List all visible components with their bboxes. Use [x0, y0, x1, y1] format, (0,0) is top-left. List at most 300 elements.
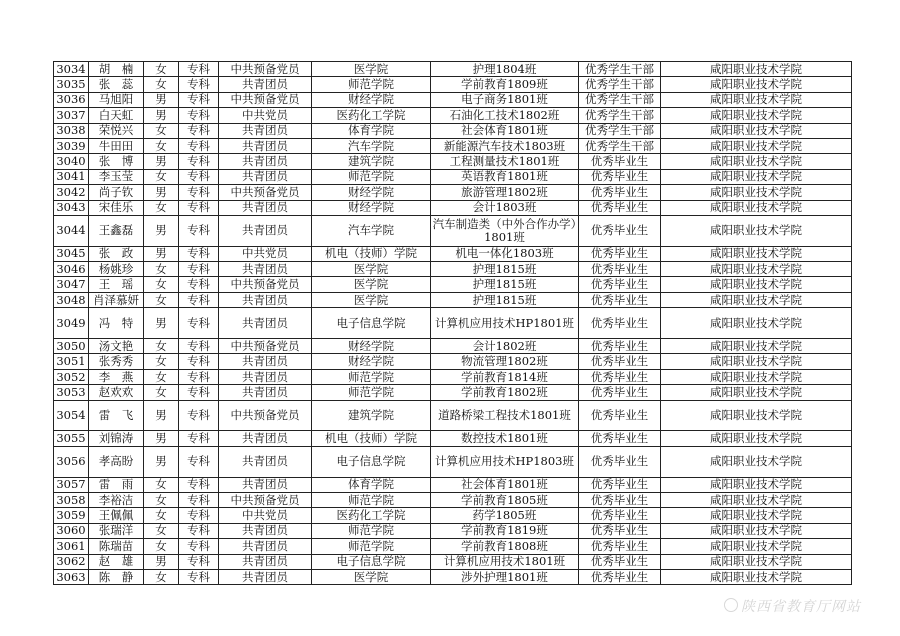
cell-number: 3051 [54, 354, 89, 369]
cell-award: 优秀毕业生 [579, 446, 661, 477]
cell-number: 3054 [54, 400, 89, 431]
cell-school: 咸阳职业技术学院 [661, 493, 852, 508]
cell-name: 汤文艳 [89, 339, 144, 354]
cell-gender: 女 [144, 277, 179, 292]
cell-class: 石油化工技术1802班 [431, 108, 579, 123]
cell-political-status: 中共预备党员 [219, 400, 312, 431]
cell-political-status: 中共预备党员 [219, 277, 312, 292]
cell-level: 专科 [179, 108, 219, 123]
cell-class: 护理1804班 [431, 62, 579, 77]
cell-level: 专科 [179, 431, 219, 446]
cell-name: 赵 雄 [89, 554, 144, 569]
cell-award: 优秀毕业生 [579, 339, 661, 354]
cell-college: 建筑学院 [312, 400, 431, 431]
table-row [54, 493, 852, 508]
cell-name: 肖泽慕妍 [89, 292, 144, 307]
cell-class: 会计1802班 [431, 339, 579, 354]
cell-gender: 男 [144, 108, 179, 123]
cell-name: 尚子钦 [89, 185, 144, 200]
cell-award: 优秀毕业生 [579, 539, 661, 554]
cell-school: 咸阳职业技术学院 [661, 138, 852, 153]
cell-number: 3034 [54, 62, 89, 77]
cell-award: 优秀毕业生 [579, 185, 661, 200]
watermark-text: 陕西省教育厅网站 [741, 599, 861, 615]
cell-political-status: 共青团员 [219, 308, 312, 339]
cell-gender: 女 [144, 539, 179, 554]
cell-award: 优秀学生干部 [579, 77, 661, 92]
cell-level: 专科 [179, 554, 219, 569]
cell-gender: 女 [144, 508, 179, 523]
cell-gender: 男 [144, 308, 179, 339]
table-row [54, 400, 852, 431]
honor-roster-table [53, 61, 852, 585]
cell-class: 学前教育1808班 [431, 539, 579, 554]
table-row [54, 123, 852, 138]
cell-class: 护理1815班 [431, 292, 579, 307]
cell-class: 护理1815班 [431, 262, 579, 277]
cell-class: 涉外护理1801班 [431, 569, 579, 584]
cell-political-status: 中共预备党员 [219, 493, 312, 508]
cell-name: 陈瑞苗 [89, 539, 144, 554]
cell-gender: 男 [144, 400, 179, 431]
cell-award: 优秀毕业生 [579, 554, 661, 569]
cell-award: 优秀毕业生 [579, 200, 661, 215]
cell-name: 胡 楠 [89, 62, 144, 77]
cell-school: 咸阳职业技术学院 [661, 308, 852, 339]
cell-award: 优秀毕业生 [579, 493, 661, 508]
cell-award: 优秀毕业生 [579, 385, 661, 400]
cell-level: 专科 [179, 262, 219, 277]
cell-gender: 男 [144, 431, 179, 446]
cell-number: 3040 [54, 154, 89, 169]
cell-political-status: 共青团员 [219, 446, 312, 477]
cell-college: 汽车学院 [312, 138, 431, 153]
cell-gender: 男 [144, 446, 179, 477]
cell-political-status: 共青团员 [219, 431, 312, 446]
cell-award: 优秀毕业生 [579, 246, 661, 261]
cell-number: 3049 [54, 308, 89, 339]
cell-level: 专科 [179, 154, 219, 169]
table-row [54, 508, 852, 523]
cell-political-status: 中共预备党员 [219, 185, 312, 200]
cell-level: 专科 [179, 123, 219, 138]
cell-name: 李玉莹 [89, 169, 144, 184]
cell-class: 数控技术1801班 [431, 431, 579, 446]
cell-gender: 女 [144, 292, 179, 307]
cell-level: 专科 [179, 246, 219, 261]
cell-class: 学前教育1805班 [431, 493, 579, 508]
cell-class: 新能源汽车技术1803班 [431, 138, 579, 153]
cell-school: 咸阳职业技术学院 [661, 523, 852, 538]
cell-level: 专科 [179, 400, 219, 431]
cell-school: 咸阳职业技术学院 [661, 539, 852, 554]
cell-level: 专科 [179, 539, 219, 554]
cell-school: 咸阳职业技术学院 [661, 569, 852, 584]
cell-college: 财经学院 [312, 339, 431, 354]
cell-number: 3056 [54, 446, 89, 477]
cell-award: 优秀毕业生 [579, 292, 661, 307]
cell-college: 财经学院 [312, 354, 431, 369]
cell-level: 专科 [179, 62, 219, 77]
table-row [54, 108, 852, 123]
cell-gender: 女 [144, 339, 179, 354]
table-row [54, 62, 852, 77]
table-row [54, 354, 852, 369]
cell-college: 师范学院 [312, 493, 431, 508]
cell-political-status: 中共党员 [219, 508, 312, 523]
cell-college: 机电（技师）学院 [312, 431, 431, 446]
cell-award: 优秀毕业生 [579, 569, 661, 584]
cell-award: 优秀学生干部 [579, 138, 661, 153]
table-row [54, 200, 852, 215]
cell-name: 赵欢欢 [89, 385, 144, 400]
cell-political-status: 中共预备党员 [219, 339, 312, 354]
cell-number: 3041 [54, 169, 89, 184]
cell-class: 电子商务1801班 [431, 92, 579, 107]
cell-award: 优秀毕业生 [579, 262, 661, 277]
cell-number: 3048 [54, 292, 89, 307]
table-row [54, 215, 852, 246]
cell-level: 专科 [179, 169, 219, 184]
cell-political-status: 中共党员 [219, 246, 312, 261]
cell-college: 师范学院 [312, 385, 431, 400]
table-row [54, 539, 852, 554]
cell-political-status: 共青团员 [219, 539, 312, 554]
cell-name: 宋佳乐 [89, 200, 144, 215]
cell-level: 专科 [179, 185, 219, 200]
cell-name: 冯 特 [89, 308, 144, 339]
cell-name: 刘锦涛 [89, 431, 144, 446]
cell-gender: 女 [144, 385, 179, 400]
cell-gender: 女 [144, 123, 179, 138]
table-row [54, 262, 852, 277]
cell-school: 咸阳职业技术学院 [661, 62, 852, 77]
cell-school: 咸阳职业技术学院 [661, 292, 852, 307]
table-row [54, 169, 852, 184]
cell-college: 电子信息学院 [312, 446, 431, 477]
cell-school: 咸阳职业技术学院 [661, 369, 852, 384]
table-row [54, 92, 852, 107]
cell-name: 李 燕 [89, 369, 144, 384]
cell-name: 孝高盼 [89, 446, 144, 477]
cell-class: 道路桥梁工程技术1801班 [431, 400, 579, 431]
cell-college: 医药化工学院 [312, 108, 431, 123]
cell-level: 专科 [179, 523, 219, 538]
cell-number: 3044 [54, 215, 89, 246]
cell-award: 优秀毕业生 [579, 477, 661, 492]
cell-award: 优秀毕业生 [579, 400, 661, 431]
cell-number: 3038 [54, 123, 89, 138]
cell-level: 专科 [179, 493, 219, 508]
cell-gender: 女 [144, 369, 179, 384]
cell-gender: 女 [144, 477, 179, 492]
cell-name: 牛田田 [89, 138, 144, 153]
table-row [54, 523, 852, 538]
cell-political-status: 共青团员 [219, 369, 312, 384]
cell-class: 旅游管理1802班 [431, 185, 579, 200]
cell-level: 专科 [179, 385, 219, 400]
cell-number: 3063 [54, 569, 89, 584]
cell-name: 张 蕊 [89, 77, 144, 92]
cell-college: 师范学院 [312, 369, 431, 384]
cell-level: 专科 [179, 477, 219, 492]
cell-award: 优秀毕业生 [579, 215, 661, 246]
cell-name: 张秀秀 [89, 354, 144, 369]
cell-class: 会计1803班 [431, 200, 579, 215]
cell-level: 专科 [179, 508, 219, 523]
cell-level: 专科 [179, 569, 219, 584]
cell-class: 英语教育1801班 [431, 169, 579, 184]
cell-level: 专科 [179, 215, 219, 246]
cell-school: 咸阳职业技术学院 [661, 262, 852, 277]
cell-school: 咸阳职业技术学院 [661, 431, 852, 446]
cell-name: 荣悦兴 [89, 123, 144, 138]
cell-school: 咸阳职业技术学院 [661, 215, 852, 246]
cell-school: 咸阳职业技术学院 [661, 554, 852, 569]
cell-name: 雷 雨 [89, 477, 144, 492]
cell-number: 3059 [54, 508, 89, 523]
table-row [54, 154, 852, 169]
cell-school: 咸阳职业技术学院 [661, 108, 852, 123]
cell-name: 张瑞洋 [89, 523, 144, 538]
cell-college: 师范学院 [312, 539, 431, 554]
cell-number: 3053 [54, 385, 89, 400]
table-row [54, 138, 852, 153]
cell-school: 咸阳职业技术学院 [661, 123, 852, 138]
cell-number: 3042 [54, 185, 89, 200]
cell-award: 优秀毕业生 [579, 523, 661, 538]
cell-name: 张 博 [89, 154, 144, 169]
cell-college: 医学院 [312, 62, 431, 77]
cell-class: 护理1815班 [431, 277, 579, 292]
cell-award: 优秀毕业生 [579, 369, 661, 384]
cell-gender: 女 [144, 138, 179, 153]
cell-college: 财经学院 [312, 185, 431, 200]
cell-school: 咸阳职业技术学院 [661, 446, 852, 477]
cell-number: 3055 [54, 431, 89, 446]
cell-political-status: 共青团员 [219, 154, 312, 169]
cell-gender: 男 [144, 554, 179, 569]
emblem-icon [724, 598, 738, 612]
table-row [54, 77, 852, 92]
cell-political-status: 共青团员 [219, 523, 312, 538]
cell-gender: 女 [144, 354, 179, 369]
cell-political-status: 共青团员 [219, 169, 312, 184]
cell-college: 财经学院 [312, 200, 431, 215]
table-row [54, 308, 852, 339]
cell-award: 优秀学生干部 [579, 123, 661, 138]
cell-political-status: 共青团员 [219, 292, 312, 307]
table-row [54, 569, 852, 584]
cell-class: 机电一体化1803班 [431, 246, 579, 261]
cell-college: 师范学院 [312, 169, 431, 184]
cell-name: 雷 飞 [89, 400, 144, 431]
cell-number: 3036 [54, 92, 89, 107]
cell-number: 3037 [54, 108, 89, 123]
cell-gender: 女 [144, 493, 179, 508]
cell-school: 咸阳职业技术学院 [661, 169, 852, 184]
cell-level: 专科 [179, 369, 219, 384]
cell-gender: 女 [144, 262, 179, 277]
cell-name: 王 瑶 [89, 277, 144, 292]
cell-college: 机电（技师）学院 [312, 246, 431, 261]
cell-political-status: 共青团员 [219, 385, 312, 400]
cell-award: 优秀学生干部 [579, 92, 661, 107]
cell-political-status: 共青团员 [219, 477, 312, 492]
cell-school: 咸阳职业技术学院 [661, 385, 852, 400]
cell-school: 咸阳职业技术学院 [661, 185, 852, 200]
cell-class: 社会体育1801班 [431, 477, 579, 492]
cell-level: 专科 [179, 77, 219, 92]
cell-political-status: 共青团员 [219, 554, 312, 569]
cell-level: 专科 [179, 277, 219, 292]
cell-award: 优秀学生干部 [579, 108, 661, 123]
cell-college: 医学院 [312, 569, 431, 584]
cell-political-status: 共青团员 [219, 215, 312, 246]
cell-college: 体育学院 [312, 123, 431, 138]
cell-gender: 男 [144, 246, 179, 261]
cell-class: 药学1805班 [431, 508, 579, 523]
cell-level: 专科 [179, 138, 219, 153]
table-row [54, 554, 852, 569]
cell-school: 咸阳职业技术学院 [661, 508, 852, 523]
cell-award: 优秀毕业生 [579, 431, 661, 446]
cell-political-status: 共青团员 [219, 262, 312, 277]
cell-number: 3039 [54, 138, 89, 153]
cell-gender: 女 [144, 523, 179, 538]
cell-class: 学前教育1819班 [431, 523, 579, 538]
cell-gender: 男 [144, 185, 179, 200]
table-row [54, 431, 852, 446]
cell-gender: 女 [144, 169, 179, 184]
cell-school: 咸阳职业技术学院 [661, 77, 852, 92]
cell-class: 学前教育1814班 [431, 369, 579, 384]
table-row [54, 185, 852, 200]
cell-name: 杨姚珍 [89, 262, 144, 277]
cell-college: 体育学院 [312, 477, 431, 492]
cell-political-status: 中共预备党员 [219, 92, 312, 107]
table-row [54, 292, 852, 307]
cell-award: 优秀毕业生 [579, 277, 661, 292]
cell-class: 汽车制造类（中外合作办学）1801班 [431, 215, 579, 246]
cell-level: 专科 [179, 354, 219, 369]
cell-political-status: 中共预备党员 [219, 62, 312, 77]
cell-award: 优秀毕业生 [579, 169, 661, 184]
cell-political-status: 共青团员 [219, 77, 312, 92]
table-row [54, 277, 852, 292]
cell-name: 陈 静 [89, 569, 144, 584]
cell-class: 社会体育1801班 [431, 123, 579, 138]
cell-name: 王佩佩 [89, 508, 144, 523]
cell-school: 咸阳职业技术学院 [661, 477, 852, 492]
cell-school: 咸阳职业技术学院 [661, 400, 852, 431]
table-row [54, 477, 852, 492]
table-row [54, 446, 852, 477]
cell-level: 专科 [179, 339, 219, 354]
cell-name: 王鑫磊 [89, 215, 144, 246]
cell-college: 建筑学院 [312, 154, 431, 169]
cell-school: 咸阳职业技术学院 [661, 92, 852, 107]
cell-award: 优秀学生干部 [579, 62, 661, 77]
cell-level: 专科 [179, 292, 219, 307]
cell-name: 李裕洁 [89, 493, 144, 508]
table-row [54, 339, 852, 354]
cell-class: 计算机应用技术HP1803班 [431, 446, 579, 477]
cell-name: 白天虹 [89, 108, 144, 123]
cell-level: 专科 [179, 446, 219, 477]
cell-political-status: 中共党员 [219, 108, 312, 123]
cell-political-status: 共青团员 [219, 569, 312, 584]
cell-gender: 女 [144, 200, 179, 215]
cell-class: 工程测量技术1801班 [431, 154, 579, 169]
cell-school: 咸阳职业技术学院 [661, 200, 852, 215]
cell-political-status: 共青团员 [219, 354, 312, 369]
cell-gender: 男 [144, 92, 179, 107]
cell-gender: 男 [144, 154, 179, 169]
cell-number: 3043 [54, 200, 89, 215]
cell-number: 3057 [54, 477, 89, 492]
cell-number: 3061 [54, 539, 89, 554]
cell-number: 3035 [54, 77, 89, 92]
table-row [54, 369, 852, 384]
cell-name: 张 政 [89, 246, 144, 261]
cell-name: 马旭阳 [89, 92, 144, 107]
cell-school: 咸阳职业技术学院 [661, 277, 852, 292]
cell-college: 医学院 [312, 262, 431, 277]
cell-political-status: 共青团员 [219, 123, 312, 138]
cell-gender: 女 [144, 77, 179, 92]
cell-college: 电子信息学院 [312, 308, 431, 339]
cell-college: 师范学院 [312, 77, 431, 92]
cell-class: 计算机应用技术HP1801班 [431, 308, 579, 339]
cell-number: 3052 [54, 369, 89, 384]
cell-class: 学前教育1809班 [431, 77, 579, 92]
cell-college: 汽车学院 [312, 215, 431, 246]
cell-class: 计算机应用技术1801班 [431, 554, 579, 569]
cell-college: 师范学院 [312, 523, 431, 538]
cell-class: 学前教育1802班 [431, 385, 579, 400]
cell-number: 3046 [54, 262, 89, 277]
cell-number: 3045 [54, 246, 89, 261]
table-row [54, 385, 852, 400]
cell-school: 咸阳职业技术学院 [661, 246, 852, 261]
cell-school: 咸阳职业技术学院 [661, 354, 852, 369]
cell-college: 医学院 [312, 292, 431, 307]
cell-number: 3050 [54, 339, 89, 354]
cell-award: 优秀毕业生 [579, 154, 661, 169]
cell-college: 财经学院 [312, 92, 431, 107]
cell-school: 咸阳职业技术学院 [661, 154, 852, 169]
cell-level: 专科 [179, 308, 219, 339]
cell-number: 3058 [54, 493, 89, 508]
table-row [54, 246, 852, 261]
cell-college: 医药化工学院 [312, 508, 431, 523]
cell-level: 专科 [179, 92, 219, 107]
cell-school: 咸阳职业技术学院 [661, 339, 852, 354]
cell-number: 3060 [54, 523, 89, 538]
cell-college: 电子信息学院 [312, 554, 431, 569]
roster-body [54, 62, 852, 585]
site-watermark [724, 596, 861, 616]
cell-class: 物流管理1802班 [431, 354, 579, 369]
cell-political-status: 共青团员 [219, 200, 312, 215]
cell-level: 专科 [179, 200, 219, 215]
cell-number: 3062 [54, 554, 89, 569]
cell-political-status: 共青团员 [219, 138, 312, 153]
cell-award: 优秀毕业生 [579, 308, 661, 339]
cell-number: 3047 [54, 277, 89, 292]
cell-gender: 男 [144, 215, 179, 246]
